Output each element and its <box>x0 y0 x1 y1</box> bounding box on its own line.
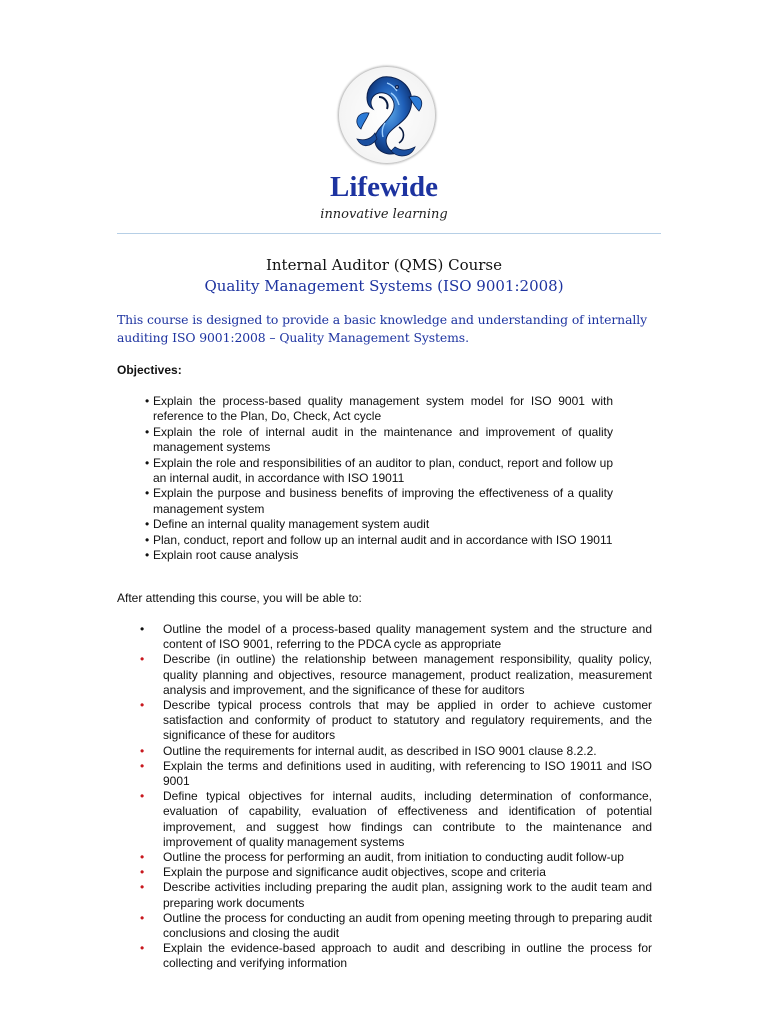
objective-item: • Explain root cause analysis <box>145 548 613 563</box>
objective-item: • Define an internal quality management system audit <box>145 517 613 532</box>
brand-name: Lifewide <box>330 171 438 203</box>
course-title: Internal Auditor (QMS) Course <box>265 256 503 274</box>
outcome-text: Explain the purpose and significance audit objectives, scope and criteria <box>163 865 546 880</box>
outcome-item <box>140 850 652 865</box>
bullet-icon: • <box>140 850 145 865</box>
outcome-item <box>140 652 652 698</box>
outcomes-list <box>140 622 652 972</box>
intro-line: This course is designed to provide a basic knowledge and understanding of internally <box>117 312 647 327</box>
outcome-item <box>140 622 652 652</box>
brand-tagline: innovative learning <box>320 207 448 222</box>
bullet-icon: • <box>140 652 145 667</box>
outcome-text: Define typical objectives for internal audits, including determination of conformance, evaluation of capability, evaluation of effectiveness and identification of potential improvement, and suggest how findings can contribute to the maintenance and improvement of quality management systems <box>163 789 652 849</box>
outcome-item <box>140 941 652 971</box>
bullet-icon: • <box>140 865 145 880</box>
bullet-icon: • <box>140 698 145 713</box>
outcomes-intro: After attending this course, you will be able to: <box>117 591 362 605</box>
outcome-item <box>140 789 652 850</box>
objective-item: • Explain the process-based quality management system model for ISO 9001 with reference to the Plan, Do, Check, Act cycle <box>145 394 613 425</box>
course-subtitle: Quality Management Systems (ISO 9001:2008) <box>204 277 564 295</box>
outcome-item <box>140 880 652 910</box>
bullet-icon: • <box>140 910 145 925</box>
outcome-text: Outline the process for conducting an audit from opening meeting through to preparing audit conclusions and closing the audit <box>163 910 652 941</box>
bullet-icon: • <box>140 622 145 636</box>
objective-item: • Explain the role of internal audit in the maintenance and improvement of quality management systems <box>145 425 613 456</box>
bullet-icon: • <box>140 743 145 758</box>
outcome-item <box>140 698 652 744</box>
outcome-text: Outline the process for performing an audit, from initiation to conducting audit follow-up <box>163 850 624 865</box>
koi-fish-logo-icon <box>338 66 436 164</box>
objectives-heading: Objectives: <box>117 363 182 377</box>
outcome-item <box>140 759 652 789</box>
outcome-text: Explain the terms and definitions used in auditing, with referencing to ISO 19011 and ISO 9001 <box>163 758 652 789</box>
outcome-text: Outline the requirements for internal audit, as described in ISO 9001 clause 8.2.2. <box>163 743 597 758</box>
bullet-icon: • <box>140 758 145 773</box>
objectives-list <box>145 394 613 563</box>
objective-item: • Plan, conduct, report and follow up an internal audit and in accordance with ISO 19011 <box>145 533 613 548</box>
outcome-text: Describe (in outline) the relationship between management responsibility, quality policy, quality planning and objectives, resource management, product realization, measurement analysis and improvement, and the significance of these for auditors <box>163 652 652 697</box>
bullet-icon: • <box>140 941 145 956</box>
outcome-text: Outline the model of a process-based quality management system and the structure and content of ISO 9001, referring to the PDCA cycle as appropriate <box>163 622 652 652</box>
objective-item: • Explain the purpose and business benefits of improving the effectiveness of a quality management system <box>145 486 613 517</box>
outcome-text: Explain the evidence-based approach to audit and describing in outline the process for collecting and verifying information <box>163 941 652 971</box>
header-divider <box>117 233 661 234</box>
outcome-item <box>140 911 652 941</box>
bullet-icon: • <box>140 789 145 804</box>
course-intro <box>117 311 661 347</box>
intro-line: auditing ISO 9001:2008 – Quality Management Systems. <box>117 330 469 345</box>
outcome-item <box>140 865 652 880</box>
outcome-text: Describe activities including preparing the audit plan, assigning work to the audit team and preparing work documents <box>163 880 652 910</box>
outcome-item <box>140 744 652 759</box>
outcome-text: Describe typical process controls that may be applied in order to achieve customer satisfaction and conformity of product to statutory and regulatory requirements, and the significance of these for auditors <box>163 698 652 743</box>
objective-item: • Explain the role and responsibilities of an auditor to plan, conduct, report and follow up an internal audit, in accordance with ISO 19011 <box>145 456 613 487</box>
bullet-icon: • <box>140 880 145 895</box>
